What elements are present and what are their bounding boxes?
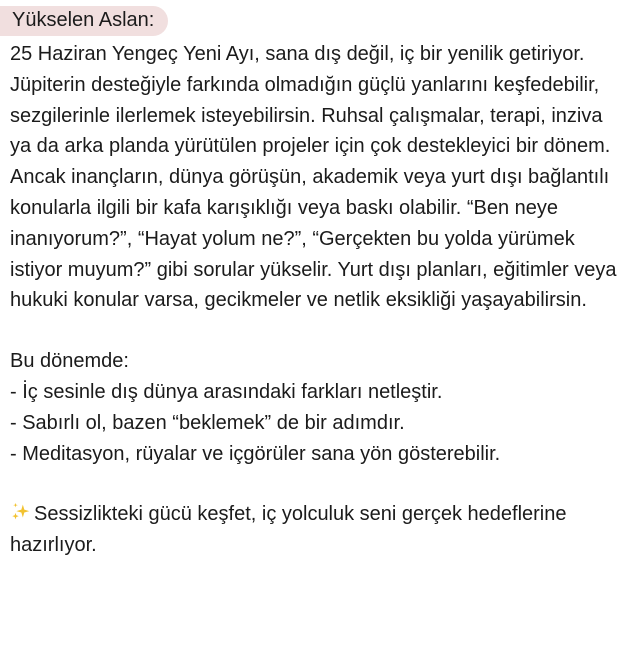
closing-paragraph — [10, 499, 622, 561]
paragraph-gap — [10, 316, 622, 346]
list-item: - Sabırlı ol, bazen “beklemek” de bir adımdır. — [10, 411, 405, 434]
advice-list — [10, 377, 622, 469]
list-item: - Meditasyon, rüyalar ve içgörüler sana yön gösterebilir. — [10, 442, 501, 465]
advice-title: Bu dönemde: — [10, 350, 129, 373]
paragraph-gap — [10, 469, 622, 499]
closing-text: Sessizlikteki gücü keşfet, iç yolculuk seni gerçek hedeflerine hazırlıyor. — [10, 503, 567, 557]
list-item: - İç sesinle dış dünya arasındaki farkları netleştir. — [10, 380, 443, 403]
sign-heading: Yükselen Aslan: — [0, 6, 168, 36]
intro-paragraph: 25 Haziran Yengeç Yeni Ayı, sana dış değil, iç bir yenilik getiriyor. Jüpiterin desteğiyle farkında olmadığın güçlü yanlarını keşfedebilir, sezgilerinle ilerlemek isteyebilirsin. Ruhsal çalışmalar, terapi, inziva ya da arka planda yürütülen projeler için çok destekleyici bir dönem. Ancak inançların, dünya görüşün, akademik veya yurt dışı bağlantılı konularla ilgili bir kafa karışıklığı veya baskı olabilir. “Ben neye inanıyorum?”, “Hayat yolum ne?”, “Gerçekten bu yolda yürümek istiyor muyum?” gibi sorular yükselir. Yurt dışı planları, eğitimler veya hukuki konular varsa, gecikmeler ve netlik eksikliği yaşayabilirsin. — [10, 43, 617, 312]
sparkles-icon — [10, 501, 32, 523]
